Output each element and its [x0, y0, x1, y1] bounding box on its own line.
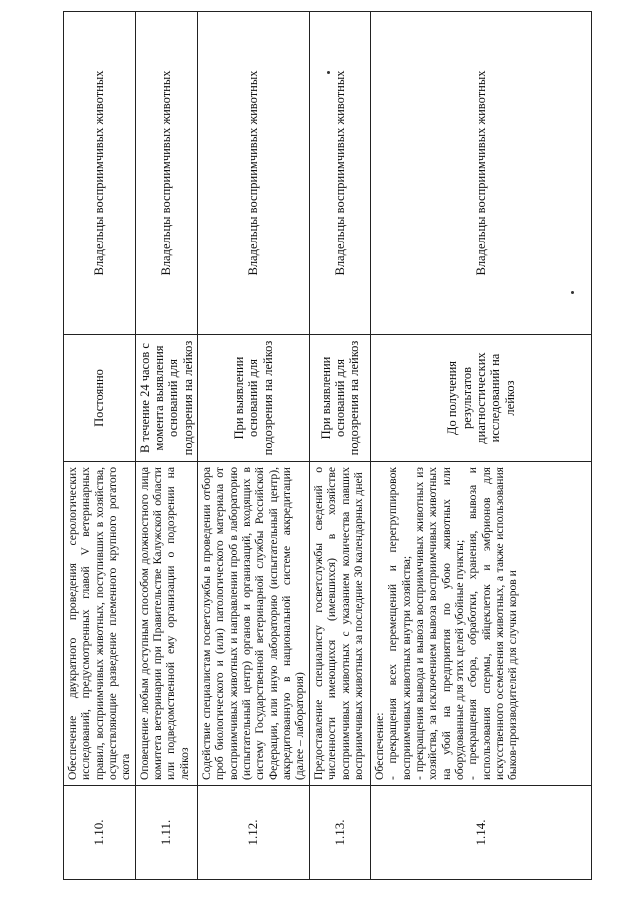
rotated-table-wrapper	[63, 12, 587, 880]
responsible-text: Владельцы восприимчивых животных	[371, 12, 592, 335]
action-text: Предоставление специалисту госветслужбы сведений о численности имеющихся (имевшихся) в хозяйстве восприимчивых животных с указанием количества павших восприимчивых животных за последние 30 календарных дней	[310, 462, 371, 786]
responsible-text: Владельцы восприимчивых животных	[310, 12, 371, 335]
action-line: - прекращения всех перемещений и перегруппировок восприимчивых животных внутри хозяйства;	[386, 467, 413, 780]
action-line: - прекращения сбора, обработки, хранения, вывоза и использования спермы, яйцеклеток и эмбрионов для искусственного осеменения животных, а также использования быков-производителей для случки коров и	[466, 467, 520, 780]
action-text: Обеспечение двукратного проведения серологических исследований, предусмотренных главой V ветеринарных правил, восприимчивых животных, поступивших в хозяйства, осуществляющие разведение племенного крупного рогатого скота	[64, 462, 136, 786]
table-row	[198, 12, 310, 880]
term-text: При выявлении оснований для подозрения на лейкоз	[310, 335, 371, 462]
action-line: - прекращения вывода и вывоза восприимчивых животных из хозяйства, за исключением вывоза восприимчивых животных на убой на предприятия по убою животных или оборудованные для этих целей убойные пункты;	[413, 467, 467, 780]
row-number: 1.12.	[198, 786, 310, 880]
responsible-text: Владельцы восприимчивых животных	[135, 12, 198, 335]
term-text: Постоянно	[64, 335, 136, 462]
term-text: В течение 24 часов с момента выявления оснований для подозрения на лейкоз	[135, 335, 198, 462]
responsible-text: Владельцы восприимчивых животных	[64, 12, 136, 335]
term-text: При выявлении оснований для подозрения на лейкоз	[198, 335, 310, 462]
action-text: Содействие специалистам госветслужбы в проведении отбора проб биологического и (или) патологического материала от восприимчивых животных и направлении проб в лабораторию (испытательный центр) органов и организаций, входящих в систему Государственной ветеринарной службы Российской Федерации, или иную лабораторию (испытательный центр), аккредитованную в национальной системе аккредитации (далее – лаборатория)	[198, 462, 310, 786]
action-line: Обеспечение:	[373, 712, 387, 780]
table-row	[310, 12, 371, 880]
table-row	[64, 12, 136, 880]
measures-table	[63, 11, 592, 880]
term-text: До получения результатов диагностических исследований на лейкоз	[371, 335, 592, 462]
row-number: 1.10.	[64, 786, 136, 880]
scan-speck	[327, 71, 330, 74]
action-text	[371, 462, 592, 786]
table-row	[135, 12, 198, 880]
row-number: 1.11.	[135, 786, 198, 880]
row-number: 1.13.	[310, 786, 371, 880]
row-number: 1.14.	[371, 786, 592, 880]
responsible-text: Владельцы восприимчивых животных	[198, 12, 310, 335]
action-text: Оповещение любым доступным способом должностного лица комитета ветеринарии при Правительстве Калужской области или подведомственной ему организации о подозрении на лейкоз	[135, 462, 198, 786]
scan-speck	[571, 291, 574, 294]
table-row	[371, 12, 592, 880]
